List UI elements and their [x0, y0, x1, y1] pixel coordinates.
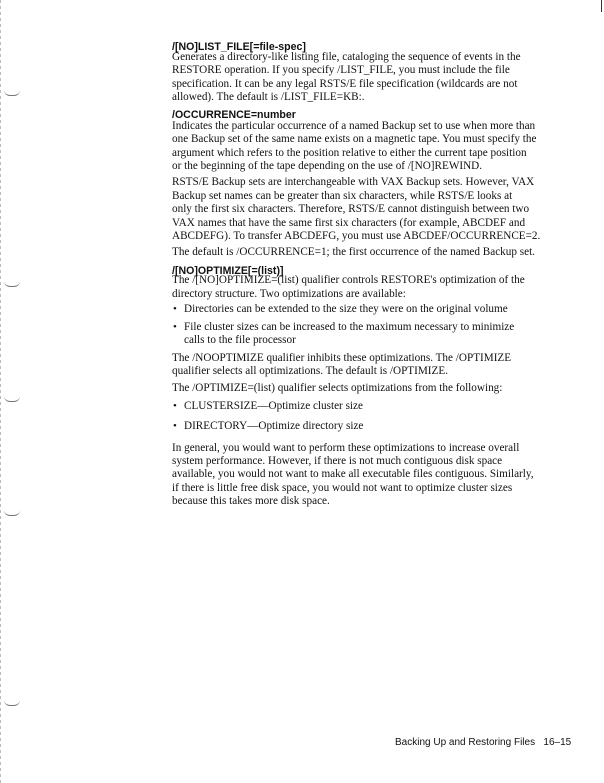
bullet-text: File cluster sizes can be increased to the maximum necessary to minimize [184, 321, 515, 333]
body-line: system performance. However, if there is not much contiguous disk space [172, 455, 503, 467]
page-footer [395, 737, 571, 748]
body-line: specification. It can be any legal RSTS/E file specification (wildcards are not [172, 78, 518, 90]
body-line: VAX names that have the same first six characters (for example, ABCDEF and [172, 217, 526, 229]
binding-mark [4, 700, 20, 706]
body-line: one Backup set of the same name exists on a magnetic tape. You must specify the [172, 133, 537, 145]
body-line: argument which refers to the position relative to either the current tape position [172, 147, 527, 159]
body-line: The /NOOPTIMIZE qualifier inhibits these optimizations. The /OPTIMIZE [172, 352, 512, 364]
bullet-text: calls to the file processor [184, 334, 296, 346]
bullet-icon: • [173, 420, 177, 432]
body-line: directory structure. Two optimizations are available: [172, 288, 406, 300]
qualifier-heading: /OCCURRENCE=number [172, 109, 296, 121]
body-line: Backup set names can be greater than six characters, while RSTS/E looks at [172, 190, 513, 202]
qualifier-heading: /[NO]OPTIMIZE[=(list)] [172, 265, 284, 277]
body-line: The /[NO]OPTIMIZE=(list) qualifier controls RESTORE's optimization of the [172, 274, 525, 286]
binding-mark [4, 90, 20, 96]
body-line: ABCDEFG). To transfer ABCDEFG, you must use ABCDEF/OCCURRENCE=2. [172, 230, 541, 242]
scan-edge-right [601, 0, 602, 12]
body-line: The /OPTIMIZE=(list) qualifier selects optimizations from the following: [172, 382, 503, 394]
bullet-text: Directories can be extended to the size they were on the original volume [184, 303, 508, 315]
body-line: or the beginning of the tape depending on the use of /[NO]REWIND. [172, 160, 483, 172]
bullet-icon: • [173, 303, 177, 315]
body-line: Generates a directory-like listing file, cataloging the sequence of events in the [172, 51, 521, 63]
body-line: allowed). The default is /LIST_FILE=KB:. [172, 91, 365, 103]
body-line: available, you would not want to make all executable files contiguous. Similarly, [172, 468, 534, 480]
body-line: Indicates the particular occurrence of a named Backup set to use when more than [172, 120, 536, 132]
binding-mark [4, 396, 20, 402]
qualifier-heading: /[NO]LIST_FILE[=file-spec] [172, 41, 306, 53]
body-line: only the first six characters. Therefore, RSTS/E cannot distinguish between two [172, 203, 530, 215]
body-line: qualifier selects all optimizations. The default is /OPTIMIZE. [172, 365, 448, 377]
body-line: In general, you would want to perform these optimizations to increase overall [172, 442, 520, 454]
body-line: The default is /OCCURRENCE=1; the first occurrence of the named Backup set. [172, 246, 535, 258]
body-line: RESTORE operation. If you specify /LIST_FILE, you must include the file [172, 64, 510, 76]
bullet-icon: • [173, 400, 177, 412]
body-line: because this takes more disk space. [172, 495, 330, 507]
body-line: if there is little free disk space, you would not want to optimize cluster sizes [172, 482, 513, 494]
binding-mark [4, 510, 20, 516]
body-line: RSTS/E Backup sets are interchangeable with VAX Backup sets. However, VAX [172, 176, 535, 188]
footer-title: Backing Up and Restoring Files [395, 737, 536, 748]
bullet-text: DIRECTORY—Optimize directory size [184, 420, 364, 432]
page-number: 16–15 [543, 737, 572, 748]
binding-mark [4, 281, 20, 287]
scan-edge [0, 0, 1, 783]
bullet-icon: • [173, 321, 177, 333]
bullet-text: CLUSTERSIZE—Optimize cluster size [184, 400, 363, 412]
